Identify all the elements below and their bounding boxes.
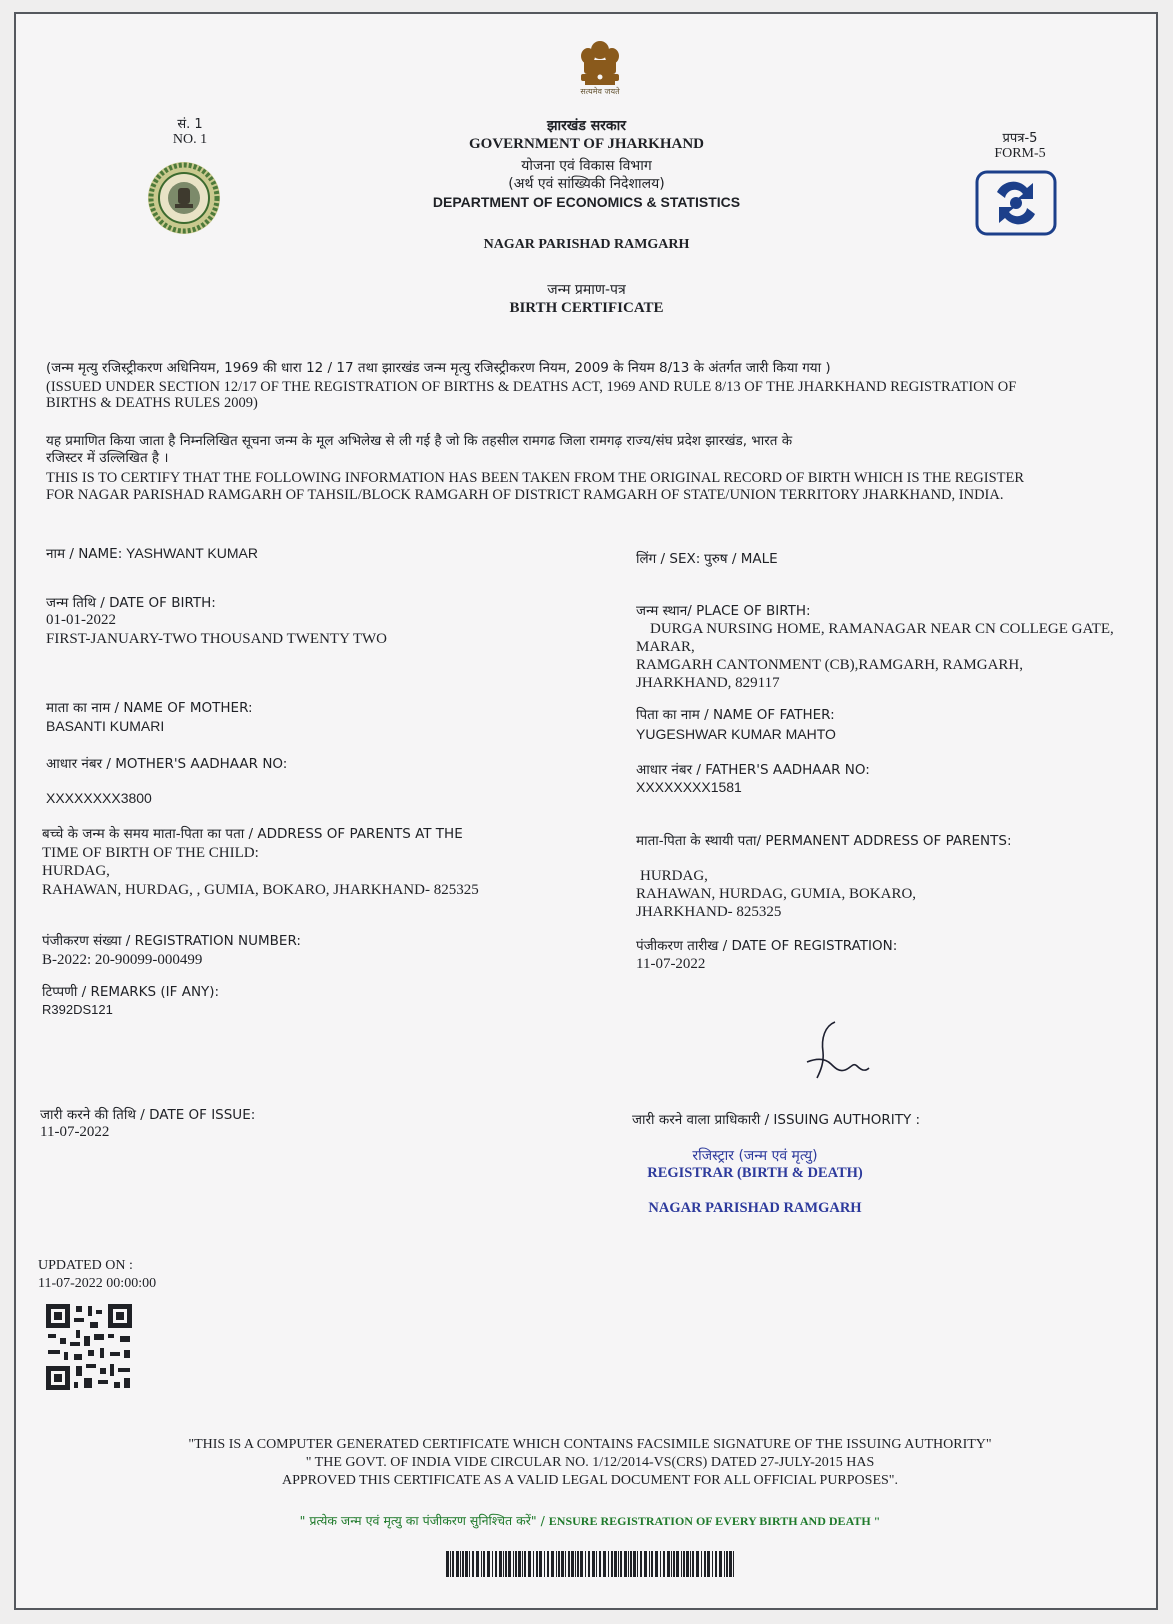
place-of-birth-line-1: DURGA NURSING HOME, RAMANAGAR NEAR CN COLLEGE GATE,	[650, 621, 1114, 637]
title-hindi: जन्म प्रमाण-पत्र	[547, 282, 626, 298]
registrar-hindi: रजिस्ट्रार (जन्म एवं मृत्यु)	[692, 1148, 818, 1164]
certify-hindi-1: यह प्रमाणित किया जाता है निम्नलिखित सूचना जन्म के मूल अभिलेख से ली गई है जो कि तहसील रामगढ जिला रामगढ़ राज्य/संघ प्रदेश झारखंड, भारत के	[46, 433, 793, 449]
registration-number-label: पंजीकरण संख्या / REGISTRATION NUMBER:	[42, 933, 301, 949]
form-hindi: प्रपत्र-5	[1002, 131, 1038, 146]
issuing-authority-label: जारी करने वाला प्राधिकारी / ISSUING AUTHORITY :	[632, 1112, 921, 1128]
footer-slogan	[100, 1512, 1080, 1530]
updated-on-label: UPDATED ON :	[38, 1258, 133, 1273]
registration-date-value: 11-07-2022	[636, 956, 706, 972]
permanent-address-line-2: RAHAWAN, HURDAG, GUMIA, BOKARO,	[636, 886, 917, 902]
mother-aadhaar-value: XXXXXXXX3800	[46, 790, 152, 806]
department-hindi: योजना एवं विकास विभाग	[521, 158, 652, 174]
jharkhand-seal-icon	[145, 160, 223, 236]
number-hindi: सं. 1	[177, 117, 203, 132]
footer-line-1: "THIS IS A COMPUTER GENERATED CERTIFICATE WHICH CONTAINS FACSIMILE SIGNATURE OF THE ISSUING AUTHORITY"	[188, 1437, 992, 1452]
mother-name-label: माता का नाम / NAME OF MOTHER:	[46, 700, 253, 716]
dob-label: जन्म तिथि / DATE OF BIRTH:	[46, 595, 216, 611]
permanent-address-label: माता-पिता के स्थायी पता/ PERMANENT ADDRESS OF PARENTS:	[636, 833, 1012, 849]
registrar-english: REGISTRAR (BIRTH & DEATH)	[647, 1165, 863, 1181]
issued-under-hindi: (जन्म मृत्यु रजिस्ट्रीकरण अधिनियम, 1969 की धारा 12 / 17 तथा झारखंड जन्म मृत्यु रजिस्ट्रीकरण नियम, 2009 के नियम 8/13 के अंतर्गत जारी किया गया )	[46, 360, 831, 376]
place-of-birth-line-4: JHARKHAND, 829117	[636, 675, 780, 691]
footer-line-2: " THE GOVT. OF INDIA VIDE CIRCULAR NO. 1/12/2014-VS(CRS) DATED 27-JULY-2015 HAS	[305, 1455, 875, 1470]
dob-value: 01-01-2022	[46, 612, 116, 628]
government-english: GOVERNMENT OF JHARKHAND	[468, 136, 704, 152]
barcode-icon	[446, 1551, 736, 1577]
mother-aadhaar-label: आधार नंबर / MOTHER'S AADHAAR NO:	[46, 756, 288, 772]
place-of-birth-label: जन्म स्थान/ PLACE OF BIRTH:	[636, 603, 811, 619]
father-aadhaar-value: XXXXXXXX1581	[636, 779, 742, 795]
sex-row	[636, 551, 778, 568]
issued-under-english-2: BIRTHS & DEATHS RULES 2009)	[46, 395, 258, 411]
registration-date-label: पंजीकरण तारीख / DATE OF REGISTRATION:	[636, 938, 898, 954]
registration-number-value: B-2022: 20-90099-000499	[42, 952, 203, 968]
form-english: FORM-5	[994, 146, 1046, 161]
remarks-label: टिप्पणी / REMARKS (IF ANY):	[42, 984, 220, 1000]
registrar-signature-icon	[795, 1018, 875, 1088]
certify-english-1: THIS IS TO CERTIFY THAT THE FOLLOWING INFORMATION HAS BEEN TAKEN FROM THE ORIGINAL RECORD OF BIRTH WHICH IS THE REGISTER	[46, 470, 1025, 486]
father-name-label: पिता का नाम / NAME OF FATHER:	[636, 707, 835, 723]
slogan-english: ENSURE REGISTRATION OF EVERY BIRTH AND DEATH "	[548, 1514, 881, 1528]
emblem-motto: सत्यमेव जयते	[580, 87, 620, 96]
department-english: DEPARTMENT OF ECONOMICS & STATISTICS	[432, 194, 741, 210]
father-aadhaar-label: आधार नंबर / FATHER'S AADHAAR NO:	[636, 762, 870, 778]
registrar-office: NAGAR PARISHAD RAMGARH	[648, 1200, 862, 1216]
slogan-hindi: " प्रत्येक जन्म एवं मृत्यु का पंजीकरण सुनिश्चित करें" /	[299, 1513, 545, 1528]
qr-code-icon	[44, 1302, 134, 1392]
department-sub-hindi: (अर्थ एवं सांख्यिकी निदेशालय)	[508, 176, 665, 192]
address-at-birth-label-2: TIME OF BIRTH OF THE CHILD:	[42, 845, 259, 861]
sex-value: पुरुष / MALE	[704, 551, 778, 567]
government-hindi: झारखंड सरकार	[546, 118, 627, 134]
dob-words: FIRST-JANUARY-TWO THOUSAND TWENTY TWO	[46, 631, 387, 647]
father-name-value: YUGESHWAR KUMAR MAHTO	[636, 726, 836, 742]
certify-hindi-2: रजिस्टर में उल्लिखित है ।	[46, 450, 169, 466]
name-label: नाम / NAME:	[46, 546, 123, 562]
name-value: YASHWANT KUMAR	[126, 545, 258, 561]
place-of-birth-line-2: MARAR,	[636, 639, 695, 655]
mother-name-value: BASANTI KUMARI	[46, 718, 165, 734]
name-row	[46, 545, 258, 563]
office-name: NAGAR PARISHAD RAMGARH	[483, 237, 690, 252]
date-of-issue-label: जारी करने की तिथि / DATE OF ISSUE:	[40, 1107, 256, 1123]
permanent-address-line-1: HURDAG,	[640, 868, 708, 884]
issued-under-english-1: (ISSUED UNDER SECTION 12/17 OF THE REGISTRATION OF BIRTHS & DEATHS ACT, 1969 AND RULE 8/13 OF THE JHARKHAND REGISTRATION OF	[46, 379, 1017, 395]
number-english: NO. 1	[172, 132, 208, 147]
address-at-birth-line-2: RAHAWAN, HURDAG, , GUMIA, BOKARO, JHARKHAND- 825325	[42, 882, 479, 898]
remarks-value: R392DS121	[42, 1002, 113, 1017]
updated-on-value: 11-07-2022 00:00:00	[38, 1276, 157, 1291]
date-of-issue-value: 11-07-2022	[40, 1124, 110, 1140]
certify-english-2: FOR NAGAR PARISHAD RAMGARH OF TAHSIL/BLOCK RAMGARH OF DISTRICT RAMGARH OF STATE/UNION TERRITORY JHARKHAND, INDIA.	[46, 487, 1004, 503]
permanent-address-line-3: JHARKHAND- 825325	[636, 904, 782, 920]
address-at-birth-label-1: बच्चे के जन्म के समय माता-पिता का पता / ADDRESS OF PARENTS AT THE	[42, 826, 463, 842]
address-at-birth-line-1: HURDAG,	[42, 863, 110, 879]
crs-logo-icon	[975, 170, 1057, 236]
page-title: BIRTH CERTIFICATE	[509, 300, 664, 316]
place-of-birth-line-3: RAMGARH CANTONMENT (CB),RAMGARH, RAMGARH,	[636, 657, 1023, 673]
sex-label: लिंग / SEX:	[636, 551, 701, 567]
footer-line-3: APPROVED THIS CERTIFICATE AS A VALID LEGAL DOCUMENT FOR ALL OFFICIAL PURPOSES".	[281, 1473, 899, 1488]
